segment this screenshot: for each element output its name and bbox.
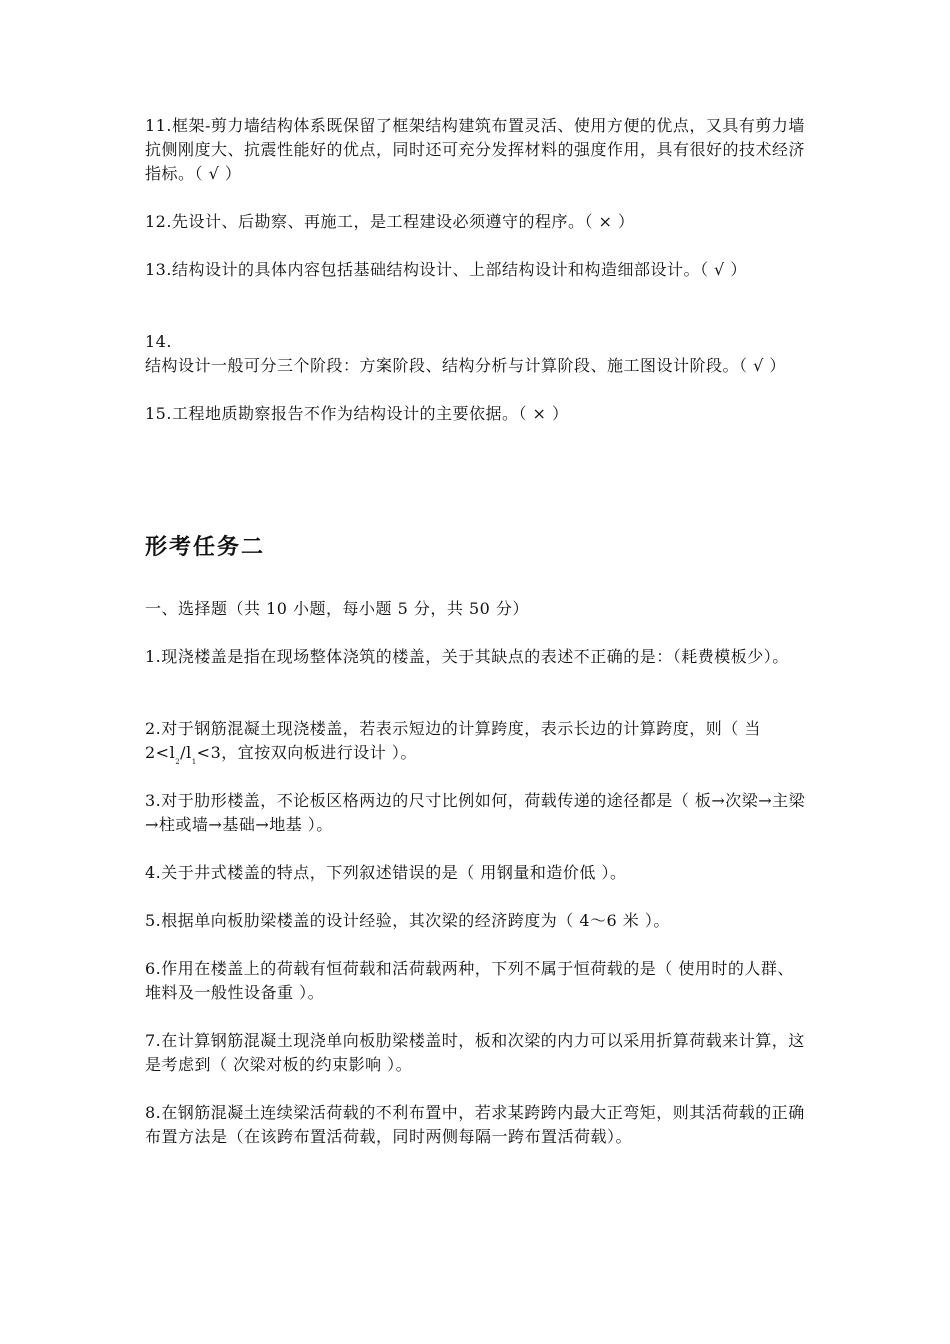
question-text: 对于肋形楼盖，不论板区格两边的尺寸比例如何，荷载传递的途径都是（ 板→次梁→主梁→柱或墙→基础→地基 ）。 xyxy=(145,791,806,834)
question-text: 工程地质勘察报告不作为结构设计的主要依据。（ × ） xyxy=(171,404,569,423)
section-intro: 一、选择题（共 10 小题，每小题 5 分，共 50 分） xyxy=(145,599,529,618)
mc-question-8 xyxy=(145,1101,810,1149)
question-number: 1. xyxy=(145,647,162,666)
subscript-2: 2 xyxy=(175,758,181,766)
question-number: 2. xyxy=(145,719,162,738)
question-number: 11. xyxy=(145,116,172,135)
question-text: 在钢筋混凝土连续梁活荷载的不利布置中，若求某跨跨内最大正弯矩，则其活荷载的正确布置方法是（在该跨布置活荷载，同时两侧每隔一跨布置活荷载）。 xyxy=(145,1103,805,1146)
question-text: 框架-剪力墙结构体系既保留了框架结构建筑布置灵活、使用方便的优点，又具有剪力墙抗侧刚度大、抗震性能好的优点，同时还可充分发挥材料的强度作用，具有很好的技术经济指标。（ √ ） xyxy=(145,116,806,183)
tf-question-14 xyxy=(145,330,810,378)
tf-question-13 xyxy=(145,258,810,282)
question-text: 结构设计一般可分三个阶段：方案阶段、结构分析与计算阶段、施工图设计阶段。（ √ ） xyxy=(145,356,786,375)
question-number: 5. xyxy=(145,911,162,930)
question-text: 在计算钢筋混凝土现浇单向板肋梁楼盖时，板和次梁的内力可以采用折算荷载来计算，这是考虑到（ 次梁对板的约束影响 ）。 xyxy=(145,1031,805,1074)
section-title: 形考任务二 xyxy=(145,535,266,560)
question-text: 关于井式楼盖的特点，下列叙述错误的是（ 用钢量和造价低 ）。 xyxy=(161,863,627,882)
question-number: 12. xyxy=(145,212,172,231)
question-text-after: <3，宜按双向板进行设计 ）。 xyxy=(196,743,417,762)
question-text: 现浇楼盖是指在现场整体浇筑的楼盖，关于其缺点的表述不正确的是：（耗费模板少）。 xyxy=(161,647,789,666)
mc-question-4 xyxy=(145,861,810,885)
tf-question-15 xyxy=(145,402,810,426)
mc-question-6 xyxy=(145,957,810,1005)
question-number: 7. xyxy=(145,1031,162,1050)
question-text: 作用在楼盖上的荷载有恒荷载和活荷载两种，下列不属于恒荷载的是（ 使用时的人群、堆料及一般性设备重 ）。 xyxy=(145,959,794,1002)
tf-question-12 xyxy=(145,210,810,234)
question-number: 15. xyxy=(145,404,172,423)
mc-question-2 xyxy=(145,717,810,774)
question-text-mid: /l xyxy=(180,743,192,762)
tf-question-11 xyxy=(145,114,810,186)
subscript-1: 1 xyxy=(191,758,197,766)
question-text: 根据单向板肋梁楼盖的设计经验，其次梁的经济跨度为（ 4～6 米 ）。 xyxy=(161,911,670,930)
question-number: 13. xyxy=(145,260,172,279)
mc-question-3 xyxy=(145,789,810,837)
mc-question-7 xyxy=(145,1029,810,1077)
question-number: 6. xyxy=(145,959,162,978)
question-text: 对于钢筋混凝土现浇楼盖，若表示短边的计算跨度，表示长边的计算跨度，则（ 当 2<l xyxy=(145,719,761,762)
mc-question-5 xyxy=(145,909,810,933)
question-number: 8. xyxy=(145,1103,162,1122)
question-text: 先设计、后勘察、再施工，是工程建设必须遵守的程序。（ × ） xyxy=(171,212,635,231)
question-number: 14. xyxy=(145,332,172,351)
question-number: 3. xyxy=(145,791,162,810)
question-number: 4. xyxy=(145,863,162,882)
question-text: 结构设计的具体内容包括基础结构设计、上部结构设计和构造细部设计。（ √ ） xyxy=(171,260,747,279)
mc-question-1 xyxy=(145,645,810,669)
